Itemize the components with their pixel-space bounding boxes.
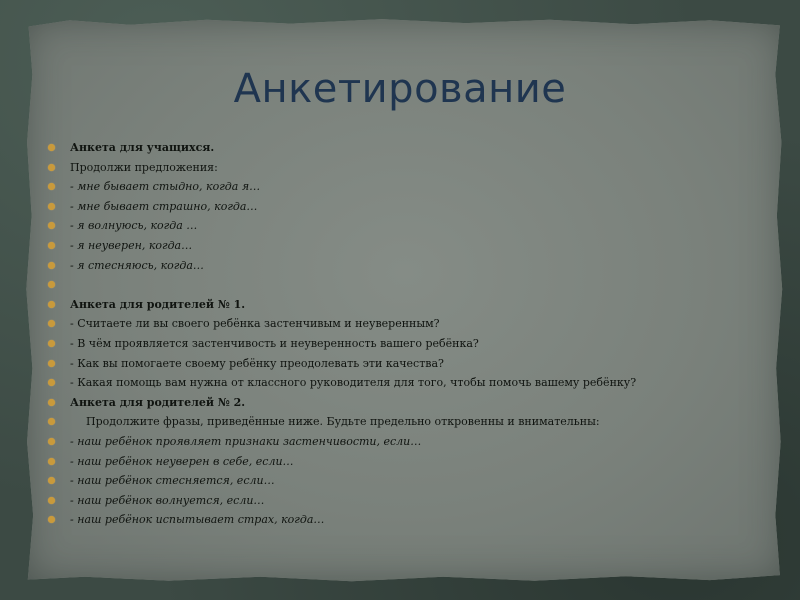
list-item-text: Анкета для родителей № 2. xyxy=(70,395,246,409)
bullet-icon xyxy=(48,242,55,249)
list-item-text: - Как вы помогаете своему ребёнку преодолевать эти качества? xyxy=(70,356,444,370)
list-item xyxy=(48,354,768,374)
list-item-text: - наш ребёнок стесняется, если… xyxy=(70,474,275,488)
list-item-text: Продолжите фразы, приведённые ниже. Будьте предельно откровенны и внимательны: xyxy=(86,415,600,429)
list-item xyxy=(48,275,768,295)
bullet-icon xyxy=(48,340,55,347)
list-item xyxy=(48,452,768,472)
list-item xyxy=(48,432,768,452)
bullet-icon xyxy=(48,281,55,288)
bullet-icon xyxy=(48,516,55,523)
list-item-text: - Какая помощь вам нужна от классного руководителя для того, чтобы помочь вашему ребёнку? xyxy=(70,376,637,390)
slide-title: Анкетирование xyxy=(233,66,567,112)
list-item-text: Анкета для учащихся. xyxy=(70,141,215,154)
list-item xyxy=(48,412,768,432)
list-item xyxy=(48,197,768,217)
bullet-icon xyxy=(48,222,55,229)
list-item-text: - наш ребёнок неуверен в себе, если… xyxy=(70,454,294,468)
bullet-icon xyxy=(48,379,55,386)
bullet-icon xyxy=(48,144,55,151)
list-item-text: Продолжи предложения: xyxy=(70,160,218,174)
list-item xyxy=(48,491,768,511)
list-item xyxy=(48,393,768,413)
list-item-text: - наш ребёнок проявляет признаки застенчивости, если… xyxy=(70,434,422,448)
bullet-icon xyxy=(48,360,55,367)
bullet-list xyxy=(48,138,768,530)
list-item-text: - я стесняюсь, когда… xyxy=(70,258,204,272)
list-item-text: - я волнуюсь, когда … xyxy=(70,219,198,233)
list-item-text: - мне бывает страшно, когда… xyxy=(70,199,258,213)
list-item xyxy=(48,158,768,178)
bullet-icon xyxy=(48,438,55,445)
list-item xyxy=(48,334,768,354)
bullet-icon xyxy=(48,458,55,465)
list-item-text: - Считаете ли вы своего ребёнка застенчивым и неуверенным? xyxy=(70,317,440,331)
bullet-icon xyxy=(48,477,55,484)
list-item xyxy=(48,138,768,158)
bullet-icon xyxy=(48,262,55,269)
list-item-text: Анкета для родителей № 1. xyxy=(70,297,246,311)
list-item-text: - наш ребёнок испытывает страх, когда… xyxy=(70,513,325,527)
list-item-text: - В чём проявляется застенчивость и неуверенность вашего ребёнка? xyxy=(70,336,479,350)
bullet-icon xyxy=(48,301,55,308)
list-item xyxy=(48,216,768,236)
list-item xyxy=(48,256,768,276)
bullet-icon xyxy=(48,183,55,190)
list-item xyxy=(48,314,768,334)
list-item xyxy=(48,510,768,530)
list-item xyxy=(48,236,768,256)
list-item-text: - я неуверен, когда… xyxy=(70,238,193,252)
list-item xyxy=(48,471,768,491)
list-item xyxy=(48,295,768,315)
bullet-icon xyxy=(48,418,55,425)
list-item-text: - наш ребёнок волнуется, если… xyxy=(70,493,265,507)
bullet-icon xyxy=(48,497,55,504)
bullet-icon xyxy=(48,203,55,210)
bullet-icon xyxy=(48,399,55,406)
list-item-text: - мне бывает стыдно, когда я… xyxy=(70,180,261,194)
list-item xyxy=(48,373,768,393)
bullet-icon xyxy=(48,164,55,171)
bullet-icon xyxy=(48,320,55,327)
list-item xyxy=(48,177,768,197)
